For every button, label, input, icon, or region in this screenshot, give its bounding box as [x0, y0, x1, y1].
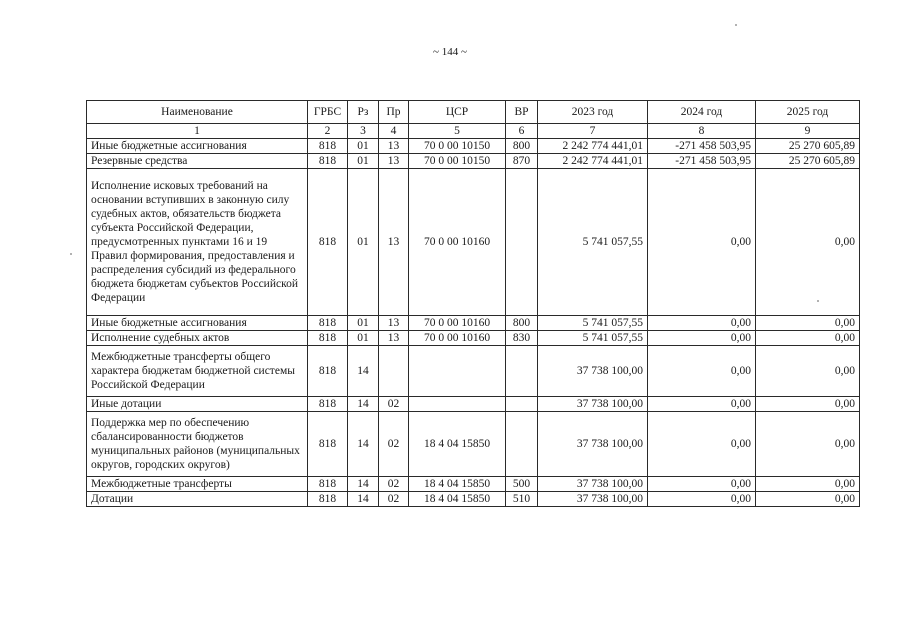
scan-speck: [735, 24, 737, 26]
row-pr: 02: [379, 477, 409, 492]
row-2025: 0,00: [756, 346, 860, 397]
row-pr: 13: [379, 154, 409, 169]
row-grbs: 818: [308, 169, 348, 316]
row-grbs: 818: [308, 412, 348, 477]
row-vr: [506, 169, 538, 316]
row-name: Исполнение судебных актов: [87, 331, 308, 346]
row-vr: [506, 346, 538, 397]
page-number: ~ 144 ~: [433, 46, 467, 58]
row-2023: 5 741 057,55: [538, 331, 648, 346]
table-row: [87, 139, 860, 154]
table-row: [87, 331, 860, 346]
header-grbs: ГРБС: [308, 101, 348, 124]
column-number: 3: [348, 124, 379, 139]
row-2023: 37 738 100,00: [538, 492, 648, 507]
header-name: Наименование: [87, 101, 308, 124]
table-row: [87, 316, 860, 331]
row-2024: 0,00: [648, 492, 756, 507]
row-vr: [506, 412, 538, 477]
row-2024: 0,00: [648, 316, 756, 331]
row-pr: [379, 346, 409, 397]
row-rz: 14: [348, 477, 379, 492]
row-2025: 0,00: [756, 316, 860, 331]
row-rz: 14: [348, 412, 379, 477]
header-rz: Рз: [348, 101, 379, 124]
row-vr: 800: [506, 316, 538, 331]
row-2024: -271 458 503,95: [648, 139, 756, 154]
scan-speck: [817, 300, 819, 302]
row-csr: 18 4 04 15850: [409, 412, 506, 477]
row-name: Иные бюджетные ассигнования: [87, 139, 308, 154]
row-grbs: 818: [308, 154, 348, 169]
header-vr: ВР: [506, 101, 538, 124]
row-csr: 18 4 04 15850: [409, 492, 506, 507]
row-2025: 25 270 605,89: [756, 154, 860, 169]
scan-speck: [70, 253, 72, 255]
row-grbs: 818: [308, 139, 348, 154]
row-2023: 37 738 100,00: [538, 412, 648, 477]
row-csr: [409, 397, 506, 412]
row-2023: 5 741 057,55: [538, 169, 648, 316]
row-name: Исполнение исковых требований на основании вступивших в законную силу судебных актов, обязательств бюджета субъекта Российской Федерации, предусмотренных пунктами 16 и 19 Правил формирования, предоставления и распределения субсидий из федерального бюджета бюджетам субъектов Российской Федерации: [87, 169, 308, 316]
row-rz: 14: [348, 492, 379, 507]
header-2024: 2024 год: [648, 101, 756, 124]
row-rz: 14: [348, 346, 379, 397]
row-2024: 0,00: [648, 346, 756, 397]
row-name: Иные дотации: [87, 397, 308, 412]
row-csr: 70 0 00 10160: [409, 169, 506, 316]
row-2023: 2 242 774 441,01: [538, 154, 648, 169]
column-number: 4: [379, 124, 409, 139]
row-grbs: 818: [308, 477, 348, 492]
row-csr: [409, 346, 506, 397]
row-name: Поддержка мер по обеспечению сбалансированности бюджетов муниципальных районов (муниципальных округов, городских округов): [87, 412, 308, 477]
column-number: 1: [87, 124, 308, 139]
row-2025: 0,00: [756, 477, 860, 492]
row-csr: 70 0 00 10160: [409, 316, 506, 331]
row-vr: 870: [506, 154, 538, 169]
table-row: [87, 492, 860, 507]
row-vr: 800: [506, 139, 538, 154]
row-pr: 13: [379, 169, 409, 316]
row-2023: 2 242 774 441,01: [538, 139, 648, 154]
row-name: Межбюджетные трансферты: [87, 477, 308, 492]
row-pr: 13: [379, 331, 409, 346]
table-header-row: [87, 101, 860, 124]
row-csr: 18 4 04 15850: [409, 477, 506, 492]
column-number: 9: [756, 124, 860, 139]
budget-table: [86, 100, 860, 507]
row-vr: 830: [506, 331, 538, 346]
row-vr: 510: [506, 492, 538, 507]
row-2024: 0,00: [648, 412, 756, 477]
row-2024: -271 458 503,95: [648, 154, 756, 169]
column-number: 7: [538, 124, 648, 139]
row-pr: 02: [379, 397, 409, 412]
table-row: [87, 477, 860, 492]
row-vr: 500: [506, 477, 538, 492]
row-grbs: 818: [308, 397, 348, 412]
row-grbs: 818: [308, 492, 348, 507]
column-number-row: [87, 124, 860, 139]
row-name: Межбюджетные трансферты общего характера бюджетам бюджетной системы Российской Федерации: [87, 346, 308, 397]
row-csr: 70 0 00 10150: [409, 154, 506, 169]
row-vr: [506, 397, 538, 412]
row-rz: 01: [348, 139, 379, 154]
row-grbs: 818: [308, 316, 348, 331]
row-2025: 0,00: [756, 397, 860, 412]
row-2025: 0,00: [756, 169, 860, 316]
header-pr: Пр: [379, 101, 409, 124]
row-name: Дотации: [87, 492, 308, 507]
row-pr: 02: [379, 492, 409, 507]
table-row: [87, 169, 860, 316]
column-number: 8: [648, 124, 756, 139]
row-2023: 37 738 100,00: [538, 346, 648, 397]
column-number: 5: [409, 124, 506, 139]
row-rz: 01: [348, 331, 379, 346]
row-2025: 0,00: [756, 492, 860, 507]
row-rz: 01: [348, 316, 379, 331]
row-rz: 01: [348, 154, 379, 169]
row-2024: 0,00: [648, 169, 756, 316]
row-pr: 13: [379, 139, 409, 154]
row-2023: 37 738 100,00: [538, 477, 648, 492]
row-2023: 37 738 100,00: [538, 397, 648, 412]
header-csr: ЦСР: [409, 101, 506, 124]
column-number: 2: [308, 124, 348, 139]
row-name: Иные бюджетные ассигнования: [87, 316, 308, 331]
row-2025: 25 270 605,89: [756, 139, 860, 154]
header-2023: 2023 год: [538, 101, 648, 124]
column-number: 6: [506, 124, 538, 139]
table-row: [87, 346, 860, 397]
row-csr: 70 0 00 10150: [409, 139, 506, 154]
row-2024: 0,00: [648, 397, 756, 412]
row-rz: 01: [348, 169, 379, 316]
row-2023: 5 741 057,55: [538, 316, 648, 331]
row-name: Резервные средства: [87, 154, 308, 169]
row-2024: 0,00: [648, 331, 756, 346]
row-grbs: 818: [308, 331, 348, 346]
row-csr: 70 0 00 10160: [409, 331, 506, 346]
row-rz: 14: [348, 397, 379, 412]
row-2025: 0,00: [756, 331, 860, 346]
table-row: [87, 154, 860, 169]
table-row: [87, 397, 860, 412]
row-pr: 13: [379, 316, 409, 331]
table-row: [87, 412, 860, 477]
row-2024: 0,00: [648, 477, 756, 492]
row-2025: 0,00: [756, 412, 860, 477]
header-2025: 2025 год: [756, 101, 860, 124]
row-pr: 02: [379, 412, 409, 477]
row-grbs: 818: [308, 346, 348, 397]
